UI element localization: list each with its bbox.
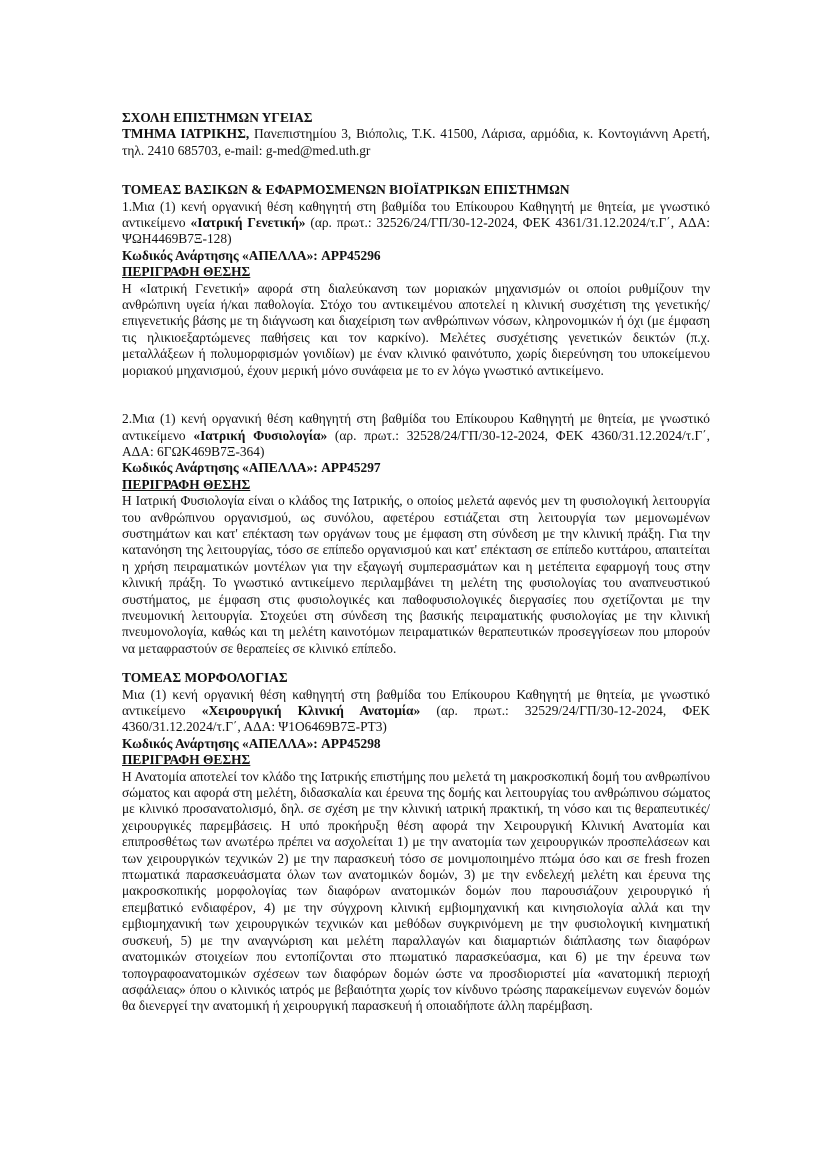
position-reference: (αρ. πρωτ.: 32526/24/ΓΠ/30-12-2024, ΦΕΚ 4361/31.12.2024/τ.Γ΄, ΑΔΑ: ΨΩΗ4469Β7Ξ-128) [122, 215, 710, 247]
document-page [122, 110, 710, 1015]
position-description: Η «Ιατρική Γενετική» αφορά στη διαλεύκανση των μοριακών μηχανισμών οι οποίοι ρυθμίζουν την ανθρώπινη υγεία ή/και παθολογία. Στόχο του αντικειμένου αποτελεί η κλινική συσχέτιση της γενετικής/επιγενετικής βάσης με τη διάγνωση και διαχείριση των ανθρώπινων νόσων, κληρονομικών ή όχι (με έμφαση τις ηλικιοεξαρτώμενες παθήσεις και τον καρκίνο). Μελέτες συσχέτισης γενετικών δεικτών (π.χ. μεταλλάξεων ή πολυμορφισμών γονιδίων) με έναν κλινικό φαινότυπο, χωρίς διερεύνηση του υποκείμενου μοριακού μηχανισμού, έχουν μερική μόνο συνάφεια με το εν λόγω γνωστικό αντικείμενο. [122, 280, 710, 378]
position-reference: (αρ. πρωτ.: 32529/24/ΓΠ/30-12-2024, ΦΕΚ 4360/31.12.2024/τ.Γ΄, ΑΔΑ: Ψ1Ο6469Β7Ξ-ΡΤ3) [122, 703, 710, 735]
description-heading: ΠΕΡΙΓΡΑΦΗ ΘΕΣΗΣ [122, 752, 251, 768]
position-description: Η Ανατομία αποτελεί τον κλάδο της Ιατρικής επιστήμης που μελετά τη μακροσκοπική δομή του ανθρωπίνου σώματος και αφορά στη μελέτη, διδασκαλία και έρευνα της δομής και λειτουργίας του ανθρώπινου σώματος με κλινικό προσανατολισμό, δηλ. σε σχέση με την κλινική ιατρική πρακτική, τη νόσο και τις θεραπευτικές/χειρουργικές παρεμβάσεις. Η υπό προκήρυξη θέση αφορά την Χειρουργική Κλινική Ανατομία και επιπροσθέτως των ανωτέρω πρέπει να ασχολείται 1) με την ανατομία των χειρουργικών προσπελάσεων και των χειρουργικών τεχνικών 2) με την παρασκευή τόσο σε μονιμοποιημένο πτώμα όσο και σε fresh frozen πτωματικά παρασκευάσματα όλων των ανατομικών δομών, 3) με την ενδελεχή μελέτη και έρευνα της μακροσκοπικής μορφολογίας των διαφόρων ανατομικών δομών που παρουσιάζουν χειρουργικό ή επεμβατικό ενδιαφέρον, 4) με την σύγχρονη κλινική εμβιομηχανική και κινησιολογία αλλά και την εμβιομηχανική των χειρουργικών τεχνικών και μεθόδων συγκρινόμενη με την φυσιολογική κινηματική συσκευή, 5) με την αναγνώριση και μελέτη παραλλαγών και διαμαρτιών διάπλασης των διαφόρων ανατομικών στοιχείων που εντοπίζονται στο πτωματικό παρασκεύασμα, και 6) με την έρευνα των τοπογραφοανατομικών σχέσεων των διαφόρων δομών ώστε να προσδιοριστεί μία «ανατομική περιοχή ασφάλειας» όπου ο κλινικός ιατρός με βεβαιότητα χωρίς τον κίνδυνο τρώσης παρακείμενων ευγενών δομών θα διενεργεί την ανατομική ή χειρουργική παρασκευή ή οποιαδήποτε άλλη παρέμβαση. [122, 768, 710, 1014]
section-title: ΤΟΜΕΑΣ ΜΟΡΦΟΛΟΓΙΑΣ [122, 670, 288, 686]
description-heading: ΠΕΡΙΓΡΑΦΗ ΘΕΣΗΣ [122, 264, 251, 280]
posting-code: Κωδικός Ανάρτησης «ΑΠΕΛΛΑ»: APP45298 [122, 735, 381, 751]
position-reference: (αρ. πρωτ.: 32528/24/ΓΠ/30-12-2024, ΦΕΚ 4360/31.12.2024/τ.Γ΄, ΑΔΑ: 6ΓΩΚ469Β7Ξ-364) [122, 427, 710, 459]
spacer [122, 395, 710, 411]
position-intro: 1.Μια (1) κενή οργανική θέση καθηγητή στη βαθμίδα του Επίκουρου Καθηγητή με θητεία, με γνωστικό αντικείμενο «Ιατρική Γενετική» (αρ. πρωτ.: 32526/24/ΓΠ/30-12-2024, ΦΕΚ 4361/31.12.2024/τ.Γ΄, ΑΔΑ: ΨΩΗ4469Β7Ξ-128) [122, 198, 710, 247]
department-info [122, 126, 710, 159]
position-description: Η Ιατρική Φυσιολογία είναι ο κλάδος της Ιατρικής, ο οποίος μελετά αφενός μεν τη φυσιολογική λειτουργία του ανθρώπινου οργανισμού, ως συνόλου, αφετέρου εστιάζεται στη λειτουργία των μεμονωμένων συστημάτων και κατ' επέκταση των οργάνων τους με έμφαση στη σύνδεση με την κλινική πράξη. Για την κατανόηση της λειτουργίας, τόσο σε επίπεδο οργανισμού και κατ' επέκταση σε επίπεδο κυττάρου, απαιτείται η χρήση πειραματικών μοντέλων για την εξαγωγή συμπερασμάτων και η μετέπειτα εφαρμογή τους στην κλινική πράξη. Το γνωστικό αντικείμενο περιλαμβάνει τη μελέτη της φυσιολογίας του αναπνευστικού συστήματος, με έμφαση στις φυσιολογικές και παθοφυσιολογικές διεργασίες που σχετίζονται με την πνευμονική λειτουργία. Στοχεύει στη σύνδεση της βασικής πειραματικής φυσιολογίας με την κλινική πνευμονολογία, καθώς και τη μελέτη καινοτόμων πειραματικών θεραπευτικών προσεγγίσεων που μπορούν να μεταφραστούν σε θεραπείες σε κλινικό επίπεδο. [122, 493, 710, 656]
spacer [122, 379, 710, 395]
school-heading: ΣΧΟΛΗ ΕΠΙΣΤΗΜΩΝ ΥΓΕΙΑΣ [122, 110, 313, 125]
spacer [122, 159, 710, 175]
spacer [122, 657, 710, 670]
position-intro: Μια (1) κενή οργανική θέση καθηγητή στη βαθμίδα του Επίκουρου Καθηγητή με θητεία, με γνωστικό αντικείμενο «Χειρουργική Κλινική Ανατομία» (αρ. πρωτ.: 32529/24/ΓΠ/30-12-2024, ΦΕΚ 4360/31.12.2024/τ.Γ΄, ΑΔΑ: Ψ1Ο6469Β7Ξ-ΡΤ3) [122, 686, 710, 735]
posting-code: Κωδικός Ανάρτησης «ΑΠΕΛΛΑ»: APP45296 [122, 247, 381, 263]
spacer [122, 175, 710, 182]
position-subject: «Χειρουργική Κλινική Ανατομία» [201, 703, 421, 718]
position-subject: «Ιατρική Φυσιολογία» [193, 427, 328, 443]
position-intro: 2.Μια (1) κενή οργανική θέση καθηγητή στη βαθμίδα του Επίκουρου Καθηγητή με θητεία, με γνωστικό αντικείμενο «Ιατρική Φυσιολογία» (αρ. πρωτ.: 32528/24/ΓΠ/30-12-2024, ΦΕΚ 4360/31.12.2024/τ.Γ΄, ΑΔΑ: 6ΓΩΚ469Β7Ξ-364) [122, 411, 710, 459]
department-address: Πανεπιστημίου 3, Βιόπολις, Τ.Κ. 41500, Λάρισα, αρμόδια, κ. Κοντογιάννη Αρετή, τηλ. 2410 685703, e-mail: g-med@med.uth.gr [122, 126, 710, 158]
position-subject: «Ιατρική Γενετική» [190, 215, 306, 231]
department-name: ΤΜΗΜΑ ΙΑΤΡΙΚΗΣ, [122, 126, 250, 142]
description-heading: ΠΕΡΙΓΡΑΦΗ ΘΕΣΗΣ [122, 476, 251, 492]
posting-code: Κωδικός Ανάρτησης «ΑΠΕΛΛΑ»: APP45297 [122, 460, 381, 476]
section-title: ΤΟΜΕΑΣ ΒΑΣΙΚΩΝ & ΕΦΑΡΜΟΣΜΕΝΩΝ ΒΙΟΪΑΤΡΙΚΩΝ ΕΠΙΣΤΗΜΩΝ [122, 182, 570, 198]
